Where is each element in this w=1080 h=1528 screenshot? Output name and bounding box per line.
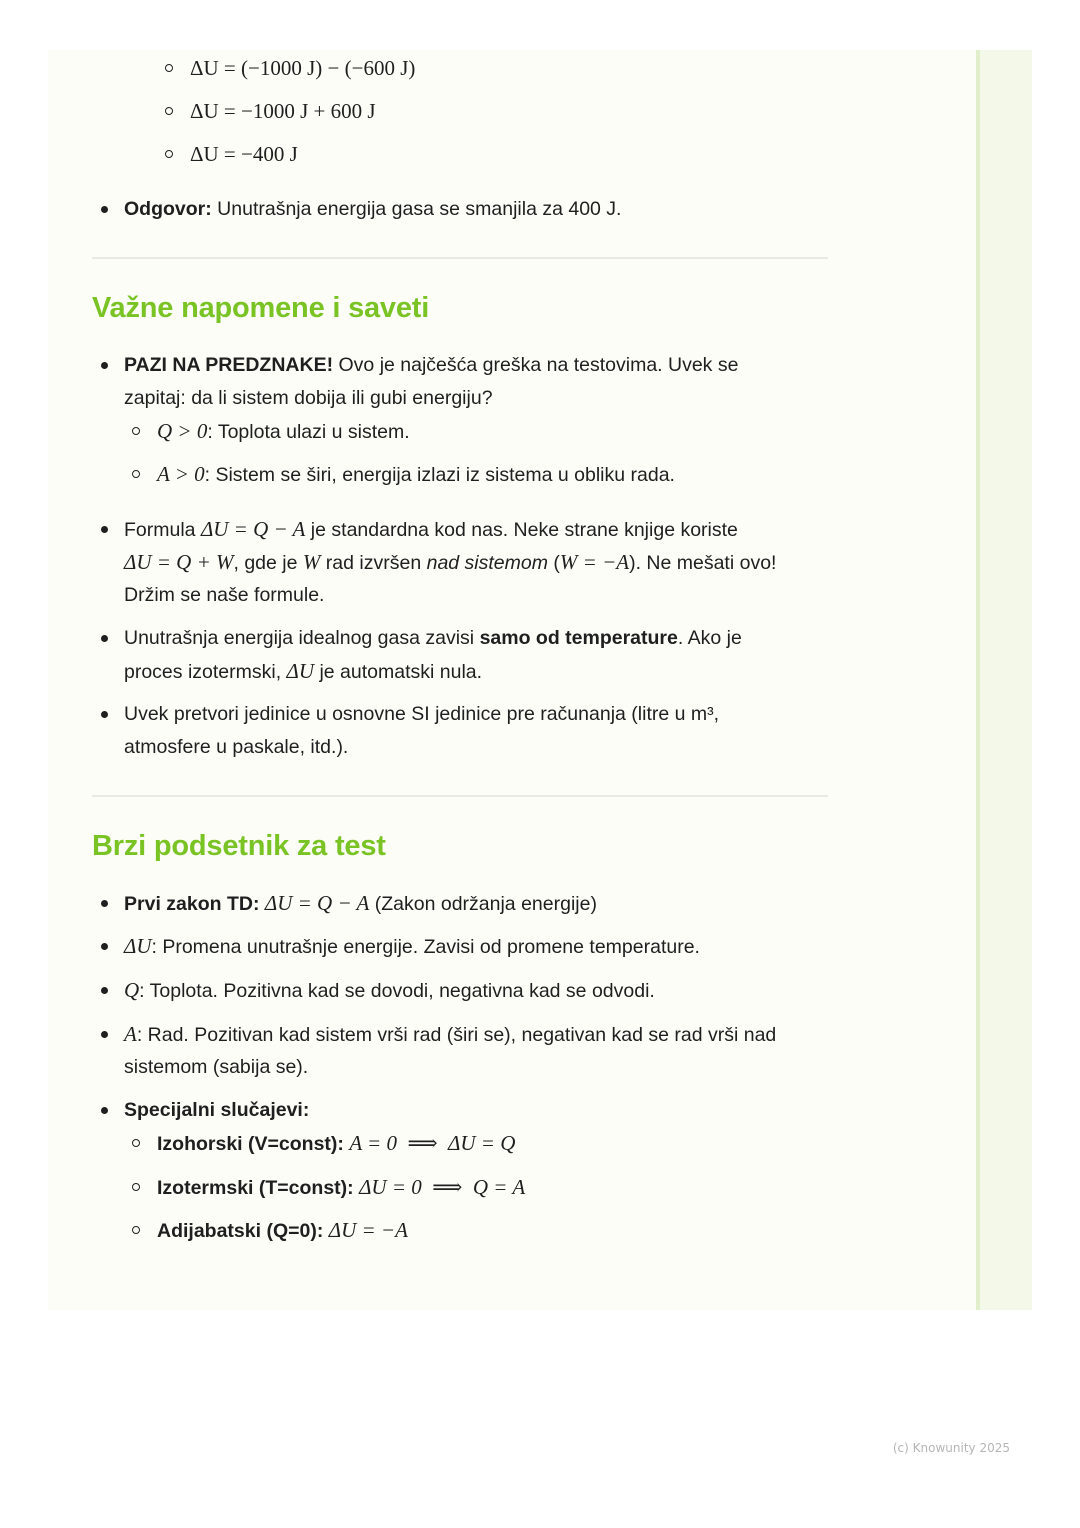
special-case-2 <box>157 1171 525 1205</box>
divider <box>92 795 828 797</box>
note-1-sub-2-text: : Sistem se širi, energija izlazi iz sistema u obliku rada. <box>204 464 675 486</box>
special-case-2-bold: Izotermski (T=const): <box>157 1177 354 1199</box>
reminder-1-bold: Prvi zakon TD: <box>124 893 260 915</box>
note-2-text: rad izvršen <box>320 552 427 574</box>
note-2-text: Formula <box>124 519 201 541</box>
note-3-line-2 <box>124 655 482 689</box>
bullet-icon <box>101 943 108 950</box>
sub-bullet-icon <box>132 470 140 478</box>
bullet-icon <box>101 362 108 369</box>
math-expression: ΔU = Q + W <box>124 550 234 574</box>
note-1-line-2: zapitaj: da li sistem dobija ili gubi energiju? <box>124 387 493 409</box>
note-2-text: ( <box>547 552 560 574</box>
reminder-1 <box>124 887 597 921</box>
note-3-text: Unutrašnja energija idealnog gasa zavisi <box>124 627 480 649</box>
math-expression: Q <box>124 978 140 1002</box>
special-case-3 <box>157 1214 408 1248</box>
reminder-5 <box>124 1094 309 1127</box>
reminder-3-text: : Toplota. Pozitivna kad se dovodi, negativna kad se odvodi. <box>139 980 655 1002</box>
special-case-1-bold: Izohorski (V=const): <box>157 1133 344 1155</box>
math-expression: W = −A <box>559 550 630 574</box>
note-2-text: , gde je <box>233 552 303 574</box>
math-expression: ΔU = Q − A <box>264 891 370 915</box>
math-expression: A = 0 ⟹ ΔU = Q <box>349 1131 516 1155</box>
answer-label: Odgovor: <box>124 198 212 220</box>
math-expression: Q > 0 <box>157 419 208 443</box>
note-1-sub-2 <box>157 458 675 492</box>
note-3-bold: samo od temperature <box>479 627 678 649</box>
sub-bullet-icon <box>132 1139 140 1147</box>
bullet-icon <box>101 711 108 718</box>
note-2-text: ). Ne mešati ovo! <box>629 552 777 574</box>
section-heading-reminder: Brzi podsetnik za test <box>92 830 386 862</box>
math-expression: ΔU = 0 ⟹ Q = A <box>359 1175 526 1199</box>
bullet-icon <box>101 1031 108 1038</box>
note-2-emphasis: nad sistemom <box>426 552 548 574</box>
note-1-line-1 <box>124 349 738 382</box>
answer-text: Unutrašnja energija gasa se smanjila za 400 J. <box>211 198 622 220</box>
note-2-line-3: Držim se naše formule. <box>124 584 325 606</box>
divider <box>92 257 828 259</box>
note-3-line-1 <box>124 622 742 655</box>
math-expression: ΔU <box>124 934 152 958</box>
note-4-line-2: atmosfere u paskale, itd.). <box>124 736 349 758</box>
sub-bullet-icon <box>165 64 173 72</box>
note-2-line-2 <box>124 546 776 580</box>
special-case-1 <box>157 1127 515 1161</box>
math-expression: ΔU = −A <box>328 1218 408 1242</box>
math-expression: ΔU = Q − A <box>200 517 306 541</box>
note-2-text: je standardna kod nas. Neke strane knjige koriste <box>305 519 738 541</box>
note-2-line-1 <box>124 513 738 547</box>
sub-bullet-icon <box>132 1183 140 1191</box>
copyright-footer: (c) Knowunity 2025 <box>892 1441 1010 1455</box>
side-margin <box>976 50 1032 1310</box>
bullet-icon <box>101 900 108 907</box>
math-expression: W <box>302 550 321 574</box>
calc-line-3: ΔU = −400 J <box>190 142 298 166</box>
bullet-icon <box>101 206 108 213</box>
sub-bullet-icon <box>165 107 173 115</box>
reminder-5-bold: Specijalni slučajevi: <box>124 1099 310 1121</box>
sub-bullet-icon <box>165 150 173 158</box>
answer-line <box>124 193 621 226</box>
reminder-1-text: (Zakon održanja energije) <box>369 893 597 915</box>
math-expression: ΔU <box>286 659 315 683</box>
bullet-icon <box>101 526 108 533</box>
reminder-2-text: : Promena unutrašnje energije. Zavisi od promene temperature. <box>151 936 700 958</box>
note-3-text: . Ako je <box>677 627 742 649</box>
note-1-sub-1-text: : Toplota ulazi u sistem. <box>207 421 410 443</box>
section-heading-notes: Važne napomene i saveti <box>92 292 430 324</box>
special-case-3-bold: Adijabatski (Q=0): <box>157 1220 324 1242</box>
reminder-4-line-2: sistemom (sabija se). <box>124 1056 309 1078</box>
note-3-text: je automatski nula. <box>314 661 483 683</box>
bullet-icon <box>101 987 108 994</box>
calc-line-2: ΔU = −1000 J + 600 J <box>190 99 376 123</box>
note-1-bold: PAZI NA PREDZNAKE! <box>124 354 334 376</box>
note-1-text: Ovo je najčešća greška na testovima. Uvek se <box>333 354 739 376</box>
calc-line-1: ΔU = (−1000 J) − (−600 J) <box>190 56 416 80</box>
note-4-line-1: Uvek pretvori jedinice u osnovne SI jedinice pre računanja (litre u m³, <box>124 703 720 725</box>
sub-bullet-icon <box>132 1226 140 1234</box>
math-expression: A > 0 <box>157 462 205 486</box>
reminder-3 <box>124 974 655 1008</box>
sub-bullet-icon <box>132 427 140 435</box>
math-expression: A <box>124 1022 137 1046</box>
bullet-icon <box>101 1107 108 1114</box>
reminder-4-line-1 <box>124 1018 776 1052</box>
bullet-icon <box>101 635 108 642</box>
note-1-sub-1 <box>157 415 410 449</box>
reminder-2 <box>124 930 700 964</box>
note-3-text: proces izotermski, <box>124 661 287 683</box>
reminder-4-text: : Rad. Pozitivan kad sistem vrši rad (širi se), negativan kad se rad vrši nad <box>136 1024 777 1046</box>
